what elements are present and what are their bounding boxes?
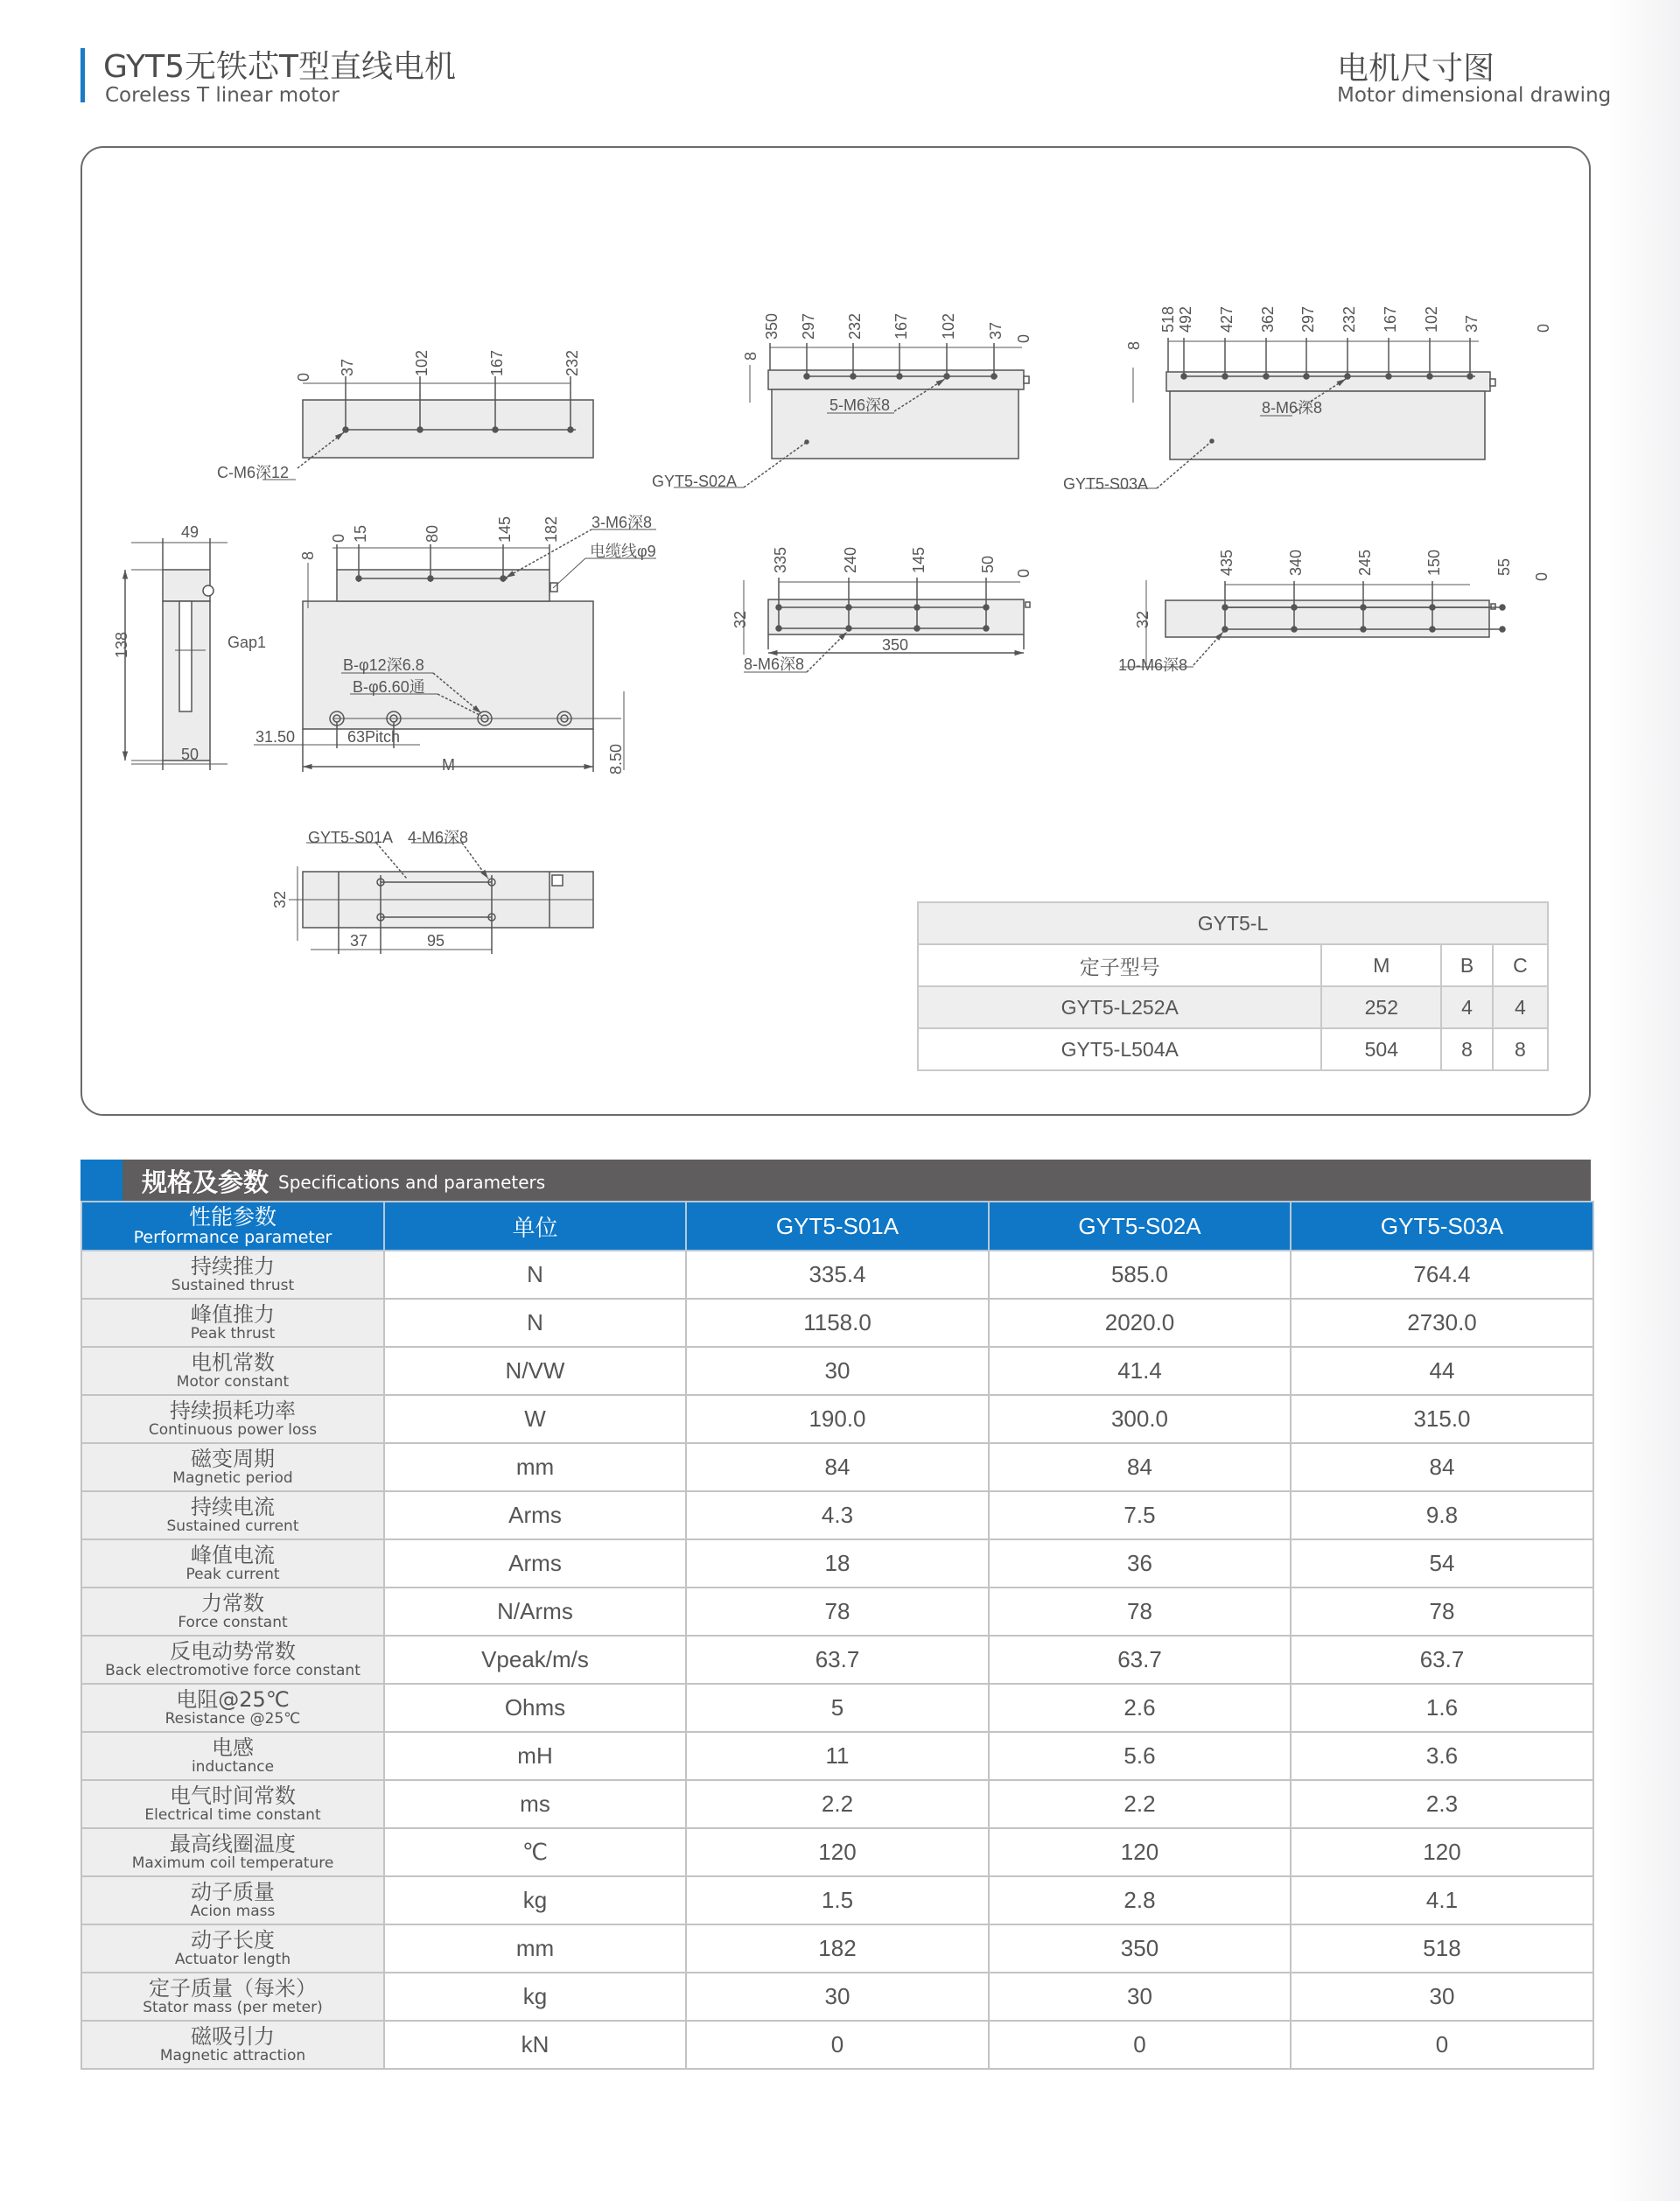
unit-cell: N/VW: [384, 1347, 686, 1395]
param-name-en: Force constant: [178, 1614, 288, 1631]
table-row: [81, 1539, 1593, 1588]
end-view: [125, 538, 228, 770]
table-cell: 8: [1493, 1028, 1548, 1070]
header-param: [81, 1202, 384, 1251]
value-cell: 5: [686, 1684, 989, 1732]
section-title: 电机尺寸图: [1337, 51, 1495, 87]
dim-label: 335: [772, 546, 789, 573]
value-cell: 2.3: [1291, 1780, 1593, 1828]
value-cell: 0: [1291, 2021, 1593, 2069]
page-subtitle: Coreless T linear motor: [105, 84, 340, 107]
table-cell: 4: [1493, 986, 1548, 1028]
dim-label: 8: [742, 351, 760, 361]
dim-label: 0: [1533, 571, 1550, 581]
value-cell: 78: [989, 1588, 1291, 1636]
param-name-cn: 磁吸引力: [191, 2024, 275, 2049]
param-cell: [81, 1539, 384, 1588]
table-cell: 252: [1321, 986, 1441, 1028]
param-name-cn: 力常数: [201, 1591, 264, 1616]
value-cell: 2020.0: [989, 1299, 1291, 1347]
unit-cell: N/Arms: [384, 1588, 686, 1636]
dim-label: 15: [352, 524, 369, 543]
param-name-en: Back electromotive force constant: [105, 1662, 360, 1679]
param-cell: [81, 1684, 384, 1732]
value-cell: 1.6: [1291, 1684, 1593, 1732]
param-name-en: Sustained current: [166, 1518, 299, 1535]
value-cell: 190.0: [686, 1395, 989, 1443]
hole-label: 5-M6深8: [830, 396, 891, 414]
dim-label: 37: [350, 932, 368, 950]
table-row: [81, 1780, 1593, 1828]
dim-label: 362: [1259, 305, 1277, 333]
table-row: [81, 1299, 1593, 1347]
param-name-cn: 电阻@25℃: [176, 1687, 290, 1712]
table-row: [81, 1347, 1593, 1395]
value-cell: 120: [686, 1828, 989, 1876]
header-model: GYT5-S01A: [686, 1202, 989, 1251]
unit-cell: W: [384, 1395, 686, 1443]
param-name-cn: 持续电流: [191, 1495, 275, 1519]
dim-label: 297: [800, 312, 817, 340]
param-name-cn: 电气时间常数: [170, 1784, 296, 1808]
dim-label: 0: [1015, 568, 1032, 578]
header-param-cn: 性能参数: [188, 1204, 276, 1230]
value-cell: 44: [1291, 1347, 1593, 1395]
unit-cell: Arms: [384, 1539, 686, 1588]
param-name-cn: 持续推力: [191, 1254, 275, 1279]
value-cell: 78: [1291, 1588, 1593, 1636]
counterbore-label: B-φ12深6.8: [343, 656, 424, 674]
dim-label: 297: [1299, 305, 1317, 333]
specs-title: 规格及参数: [142, 1167, 270, 1197]
specs-table: [80, 1201, 1594, 2070]
s03a-bottom-view: [1120, 580, 1505, 667]
param-name-cn: 反电动势常数: [170, 1639, 296, 1664]
param-cell: [81, 1347, 384, 1395]
unit-cell: N: [384, 1299, 686, 1347]
value-cell: 30: [686, 1973, 989, 2021]
section-subtitle: Motor dimensional drawing: [1337, 84, 1612, 107]
value-cell: 4.1: [1291, 1876, 1593, 1924]
unit-cell: Arms: [384, 1491, 686, 1539]
value-cell: 9.8: [1291, 1491, 1593, 1539]
dim-label: 232: [1340, 305, 1358, 333]
dim-label: 50: [979, 555, 997, 573]
dim-label: 350: [882, 636, 909, 654]
value-cell: 182: [686, 1924, 989, 1973]
hole-label: C-M6深12: [217, 464, 290, 481]
dim-label: 102: [1423, 305, 1440, 333]
param-name-cn: 最高线圈温度: [170, 1832, 296, 1856]
unit-cell: mH: [384, 1732, 686, 1780]
value-cell: 1158.0: [686, 1299, 989, 1347]
table-cell: GYT5-L504A: [918, 1028, 1321, 1070]
dim-label: Gap1: [228, 634, 267, 651]
table-row: [81, 1443, 1593, 1491]
dim-label: 518: [1159, 305, 1177, 333]
unit-cell: kg: [384, 1876, 686, 1924]
dim-label: 245: [1356, 549, 1374, 576]
dim-label: 167: [488, 349, 506, 376]
dim-label: 145: [910, 546, 928, 573]
param-name-en: Acion mass: [190, 1903, 276, 1920]
value-cell: 84: [989, 1443, 1291, 1491]
value-cell: 120: [1291, 1828, 1593, 1876]
param-name-en: Sustained thrust: [171, 1277, 295, 1294]
unit-cell: mm: [384, 1443, 686, 1491]
value-cell: 78: [686, 1588, 989, 1636]
table-row: [81, 1395, 1593, 1443]
dim-label: 0: [1015, 333, 1032, 343]
unit-cell: kN: [384, 2021, 686, 2069]
header-unit: 单位: [384, 1202, 686, 1251]
param-name-en: Resistance @25℃: [164, 1710, 301, 1728]
dim-label: 8.50: [607, 743, 625, 775]
param-cell: [81, 1299, 384, 1347]
specs-header-row: [81, 1202, 1593, 1251]
value-cell: 36: [989, 1539, 1291, 1588]
param-cell: [81, 1251, 384, 1299]
unit-cell: mm: [384, 1924, 686, 1973]
value-cell: 5.6: [989, 1732, 1291, 1780]
stator-dimension-table: [917, 901, 1549, 1071]
param-cell: [81, 1924, 384, 1973]
value-cell: 63.7: [989, 1636, 1291, 1684]
table-cell: 4: [1441, 986, 1493, 1028]
stator-top-view: [262, 376, 593, 480]
param-name-cn: 峰值推力: [191, 1302, 275, 1327]
unit-cell: ℃: [384, 1828, 686, 1876]
param-name-en: Peak thrust: [190, 1325, 276, 1342]
param-name-cn: 电机常数: [191, 1350, 275, 1375]
value-cell: 2730.0: [1291, 1299, 1593, 1347]
dim-label: M: [442, 756, 455, 774]
param-name-cn: 峰值电流: [191, 1543, 275, 1567]
value-cell: 7.5: [989, 1491, 1291, 1539]
value-cell: 764.4: [1291, 1251, 1593, 1299]
value-cell: 0: [686, 2021, 989, 2069]
dim-label: 145: [496, 515, 514, 543]
header-model: GYT5-S03A: [1291, 1202, 1593, 1251]
dim-label: 37: [1463, 314, 1480, 333]
page-title: GYT5无铁芯T型直线电机: [103, 49, 456, 85]
dim-label: 32: [271, 890, 289, 908]
through-hole-label: B-φ6.60通: [353, 678, 425, 696]
param-name-en: Stator mass (per meter): [143, 1999, 323, 2016]
table-row: [918, 1028, 1548, 1070]
dim-label: 0: [295, 372, 312, 382]
value-cell: 518: [1291, 1924, 1593, 1973]
value-cell: 120: [989, 1828, 1291, 1876]
dim-label: 95: [427, 932, 445, 950]
param-cell: [81, 1588, 384, 1636]
dim-label: 232: [564, 349, 581, 376]
hole-label: 4-M6深8: [408, 829, 469, 846]
value-cell: 315.0: [1291, 1395, 1593, 1443]
hole-label: 10-M6深8: [1118, 656, 1188, 674]
value-cell: 30: [989, 1973, 1291, 2021]
value-cell: 30: [686, 1347, 989, 1395]
unit-cell: Ohms: [384, 1684, 686, 1732]
dim-label: 182: [542, 515, 560, 543]
dim-label: 167: [892, 312, 910, 340]
value-cell: 1.5: [686, 1876, 989, 1924]
value-cell: 335.4: [686, 1251, 989, 1299]
table-cell: 8: [1441, 1028, 1493, 1070]
model-label: GYT5-S02A: [652, 473, 738, 490]
table-row: [918, 986, 1548, 1028]
dim-label: 435: [1218, 549, 1236, 576]
dim-label: 102: [413, 349, 430, 376]
param-name-cn: 持续损耗功率: [170, 1398, 296, 1423]
value-cell: 41.4: [989, 1347, 1291, 1395]
value-cell: 300.0: [989, 1395, 1291, 1443]
param-name-en: Continuous power loss: [148, 1421, 318, 1439]
model-label: GYT5-S01A: [308, 829, 394, 846]
dim-label: 102: [940, 312, 957, 340]
table-row: [81, 1732, 1593, 1780]
unit-cell: ms: [384, 1780, 686, 1828]
dim-label: 32: [732, 610, 749, 628]
param-name-en: Actuator length: [174, 1951, 291, 1968]
param-name-cn: 动子长度: [191, 1928, 275, 1952]
value-cell: 2.2: [989, 1780, 1291, 1828]
value-cell: 30: [1291, 1973, 1593, 2021]
table-row: [81, 1973, 1593, 2021]
dim-label: 37: [339, 358, 356, 376]
dim-label: 32: [1134, 610, 1152, 628]
stator-table-header: C: [1493, 944, 1548, 986]
table-row: [81, 1828, 1593, 1876]
dim-label: 427: [1218, 305, 1236, 333]
stator-table-title: GYT5-L: [918, 902, 1548, 944]
side-view: [254, 529, 656, 772]
table-row: [81, 1636, 1593, 1684]
param-cell: [81, 1491, 384, 1539]
table-row: [81, 1491, 1593, 1539]
dim-label: 31.50: [256, 728, 296, 746]
dim-label: 340: [1287, 549, 1305, 576]
param-name-en: Peak current: [186, 1566, 280, 1583]
param-cell: [81, 1876, 384, 1924]
unit-cell: kg: [384, 1973, 686, 2021]
param-name-en: Motor constant: [176, 1373, 290, 1391]
param-name-cn: 电感: [212, 1735, 254, 1760]
param-name-cn: 定子质量（每米）: [149, 1976, 317, 2001]
unit-cell: N: [384, 1251, 686, 1299]
param-cell: [81, 1828, 384, 1876]
dim-label: 0: [330, 533, 347, 543]
dim-label: 50: [181, 746, 200, 763]
dim-label: 232: [846, 312, 864, 340]
value-cell: 2.8: [989, 1876, 1291, 1924]
dim-label: 55: [1495, 557, 1513, 576]
param-name-en: Maximum coil temperature: [131, 1854, 334, 1872]
table-row: [81, 2021, 1593, 2069]
dim-label: 49: [181, 523, 200, 541]
value-cell: 2.2: [686, 1780, 989, 1828]
value-cell: 63.7: [1291, 1636, 1593, 1684]
specs-subtitle: Specifications and parameters: [278, 1172, 546, 1193]
value-cell: 63.7: [686, 1636, 989, 1684]
dim-label: 63Pitch: [347, 728, 401, 746]
param-name-en: inductance: [191, 1758, 275, 1776]
value-cell: 3.6: [1291, 1732, 1593, 1780]
dim-label: 0: [1535, 323, 1552, 333]
cable-label: 电缆线φ9: [590, 543, 656, 560]
param-cell: [81, 1732, 384, 1780]
stator-table-header: 定子型号: [918, 944, 1321, 986]
value-cell: 4.3: [686, 1491, 989, 1539]
param-name-en: Electrical time constant: [144, 1806, 321, 1824]
dim-label: 240: [842, 546, 859, 573]
hole-label: 3-M6深8: [592, 514, 653, 531]
param-cell: [81, 1973, 384, 2021]
dim-label: 167: [1382, 305, 1399, 333]
value-cell: 350: [989, 1924, 1291, 1973]
value-cell: 585.0: [989, 1251, 1291, 1299]
param-name-cn: 磁变周期: [191, 1447, 275, 1471]
header-param-en: Performance parameter: [133, 1228, 332, 1247]
value-cell: 84: [1291, 1443, 1593, 1491]
param-name-en: Magnetic period: [172, 1469, 293, 1487]
value-cell: 11: [686, 1732, 989, 1780]
table-row: [81, 1924, 1593, 1973]
param-cell: [81, 1636, 384, 1684]
dim-label: 138: [113, 631, 130, 658]
param-cell: [81, 2021, 384, 2069]
param-cell: [81, 1395, 384, 1443]
table-row: [81, 1876, 1593, 1924]
dim-label: 37: [987, 321, 1004, 340]
dim-label: 80: [424, 524, 441, 543]
value-cell: 0: [989, 2021, 1291, 2069]
table-row: [81, 1684, 1593, 1732]
stator-table-header: M: [1321, 944, 1441, 986]
param-name-cn: 动子质量: [191, 1880, 275, 1904]
hole-label: 8-M6深8: [744, 655, 805, 673]
value-cell: 54: [1291, 1539, 1593, 1588]
dim-label: 8: [299, 550, 317, 560]
unit-cell: Vpeak/m/s: [384, 1636, 686, 1684]
specs-header-accent: [80, 1160, 122, 1201]
dim-label: 8: [1125, 340, 1143, 350]
header-model: GYT5-S02A: [989, 1202, 1291, 1251]
param-name-en: Magnetic attraction: [159, 2047, 306, 2064]
stator-table-header: B: [1441, 944, 1493, 986]
param-cell: [81, 1443, 384, 1491]
s02a-top-view: [674, 343, 1029, 487]
dim-label: 150: [1425, 549, 1443, 576]
dim-label: 350: [763, 312, 780, 340]
value-cell: 84: [686, 1443, 989, 1491]
model-label: GYT5-S03A: [1063, 475, 1149, 493]
table-cell: GYT5-L252A: [918, 986, 1321, 1028]
value-cell: 2.6: [989, 1684, 1291, 1732]
value-cell: 18: [686, 1539, 989, 1588]
table-cell: 504: [1321, 1028, 1441, 1070]
specs-section-header: [80, 1160, 1591, 1201]
dim-label: 492: [1177, 305, 1194, 333]
param-cell: [81, 1780, 384, 1828]
hole-label: 8-M6深8: [1262, 399, 1323, 417]
table-row: [81, 1588, 1593, 1636]
table-row: [81, 1251, 1593, 1299]
